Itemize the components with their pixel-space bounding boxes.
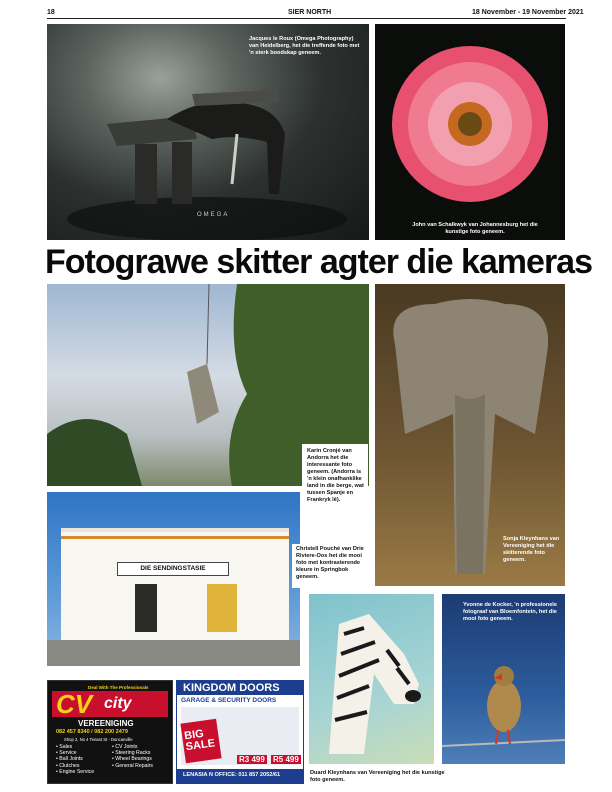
photo-elephant: [375, 284, 565, 586]
building-trim: [61, 536, 289, 539]
photo-bird: [442, 594, 565, 764]
ad-cv-city[interactable]: [47, 680, 173, 784]
cv-service: • Steering Racks: [112, 750, 151, 757]
photo-elephant-caption: Sonja Kleynhans van Vereeniging het die skitterende foto geneem.: [503, 536, 560, 563]
kingdom-office[interactable]: LENASIA N OFFICE: 011 857 2052/61: [183, 772, 281, 778]
header-rule: [47, 18, 566, 19]
building-wall: [61, 528, 289, 644]
photo-gerbera: [375, 24, 565, 240]
cv-address: Shop 2, No 4 Tenant St - Duncanville: [64, 737, 133, 742]
photo-dancer-caption: Jacques le Roux (Omega Photography) van Heidelberg, het die treffende foto met 'n sterk boodskap geneem.: [249, 36, 360, 56]
building-door: [135, 584, 157, 632]
paper-name: SIER NORTH: [288, 9, 332, 16]
photo-zebra: [309, 594, 434, 764]
photo-bird-caption: Yvonne de Kocker, 'n professionele fotograaf van Bloemfontein, het die mooi foto geneem.: [463, 602, 557, 622]
photo4-caption-box: [292, 544, 366, 588]
photo4-caption: Christell Pouché van Drie Riviere-Oos het die mooi foto met kontrasterende kleure in Springbok geneem.: [296, 546, 364, 580]
zebra-figure: [309, 594, 434, 764]
omega-watermark: OMEGA: [197, 212, 230, 218]
cv-phone[interactable]: 082 457 8340 / 082 200 2479: [56, 729, 128, 735]
photo-gerbera-caption: John van Schalkwyk van Johannesburg het die kunstige foto geneem.: [412, 222, 538, 235]
kingdom-price-2: R5 499: [273, 755, 299, 764]
building-sign: DIE SENDINGSTASIE: [117, 562, 229, 576]
cv-service: • General Repairs: [112, 762, 154, 769]
kingdom-logo: KINGDOM DOORS: [183, 682, 280, 694]
cv-service: • CV Joints: [112, 744, 138, 750]
page-number: 18: [47, 9, 55, 16]
cv-service: • Engine Service: [56, 768, 95, 775]
kingdom-price-1: R3 499: [239, 755, 265, 764]
cv-tagline: Deal With The Professionals: [88, 685, 149, 690]
headline: Fotograwe skitter agter die kameras: [45, 243, 593, 281]
cv-service: • Wheel Bearings: [112, 756, 152, 763]
issue-date: 18 November - 19 November 2021: [472, 9, 584, 16]
gerbera-flower: [375, 24, 565, 240]
cv-services-right: [112, 744, 153, 769]
photo3-caption-box: [302, 444, 368, 516]
kingdom-sale: BIG SALE: [183, 727, 216, 754]
street: [47, 640, 300, 666]
photo-dancer: [47, 24, 369, 240]
cv-service: • Clutches: [56, 762, 80, 769]
photo-zebra-caption: Duard Kleynhans van Vereeniging het die kunstige foto geneem.: [310, 770, 445, 783]
photo3-caption: Karin Cronjé van Andorra het die interessante foto geneem. (Andorra is 'n klein onafhanklike land in die berge, wat tussen Spanje en Frankryk lê).: [307, 448, 364, 503]
cv-service: • Ball Joints: [56, 756, 83, 763]
cv-city: VEREENIGING: [78, 719, 134, 728]
cv-logo-city: city: [104, 695, 132, 712]
ad-kingdom-doors[interactable]: [176, 680, 304, 784]
building-shutter: [207, 584, 237, 632]
cv-services-left: [56, 744, 94, 775]
photo-mission-station: [47, 492, 300, 666]
cv-service: • Service: [56, 750, 77, 757]
cv-service: • Sales: [56, 744, 73, 750]
cv-logo: CV: [56, 689, 93, 719]
kingdom-sub: GARAGE & SECURITY DOORS: [181, 697, 277, 704]
